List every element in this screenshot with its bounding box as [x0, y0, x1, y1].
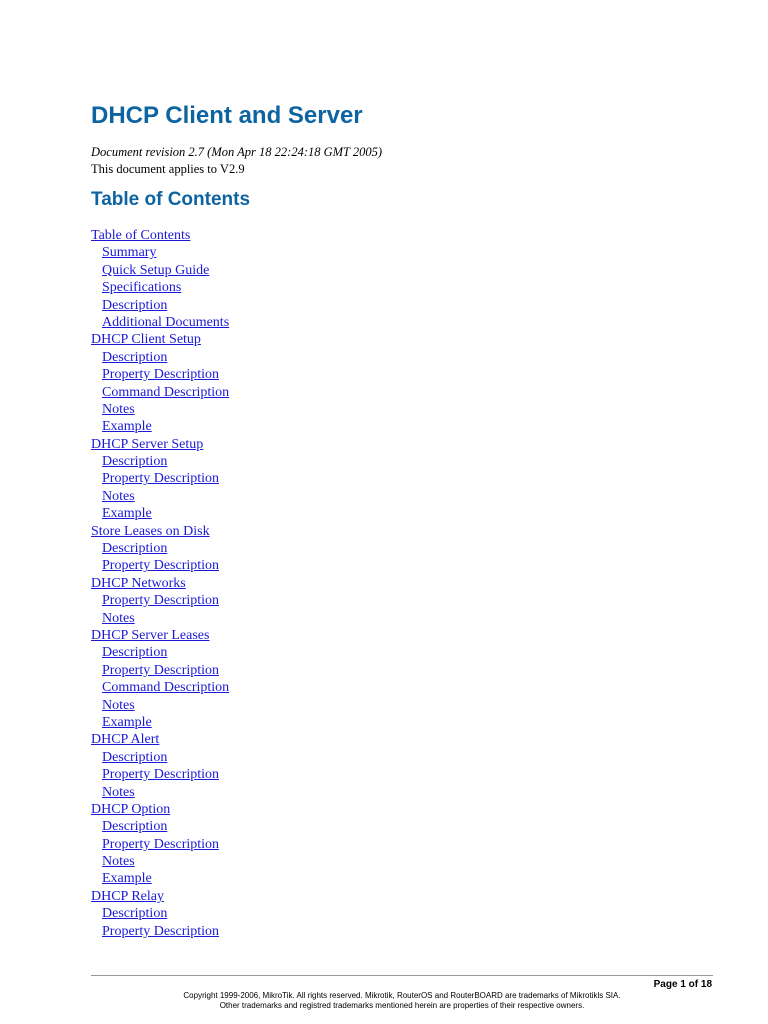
toc-entry: [91, 730, 229, 747]
toc-entry: [91, 783, 229, 800]
footer-divider: [91, 975, 713, 976]
toc-entry: [91, 278, 229, 295]
toc-link[interactable]: Property Description: [102, 662, 220, 678]
toc-entry: [91, 313, 229, 330]
toc-link[interactable]: Description: [102, 454, 168, 470]
toc-link[interactable]: Property Description: [102, 471, 220, 487]
toc-entry: [91, 800, 229, 817]
toc-entry: [91, 487, 229, 504]
toc-entry: [91, 748, 229, 765]
toc-entry: [91, 452, 229, 469]
toc-entry: [91, 609, 229, 626]
toc-link[interactable]: DHCP Relay: [91, 888, 164, 904]
document-revision: Document revision 2.7 (Mon Apr 18 22:24:18 GMT 2005): [91, 145, 383, 159]
toc-link[interactable]: DHCP Alert: [91, 732, 160, 748]
toc-link[interactable]: Store Leases on Disk: [91, 523, 210, 539]
toc-entry: [91, 243, 229, 260]
toc-entry: [91, 522, 229, 539]
toc-link[interactable]: Additional Documents: [102, 314, 230, 330]
toc-entry: [91, 626, 229, 643]
copyright-notice: [91, 991, 713, 1011]
toc-link[interactable]: Property Description: [102, 367, 220, 383]
toc-entry: [91, 835, 229, 852]
toc-link[interactable]: DHCP Networks: [91, 575, 186, 591]
toc-entry: [91, 556, 229, 573]
toc-link[interactable]: Notes: [102, 784, 135, 800]
toc-entry: [91, 765, 229, 782]
toc-entry: [91, 643, 229, 660]
toc-link[interactable]: Notes: [102, 854, 135, 870]
toc-link[interactable]: Description: [102, 645, 168, 661]
table-of-contents: [91, 226, 229, 939]
toc-entry: [91, 678, 229, 695]
applies-to-text: This document applies to V2.9: [91, 162, 245, 176]
toc-link[interactable]: Description: [102, 541, 168, 557]
toc-entry: [91, 869, 229, 886]
toc-entry: [91, 661, 229, 678]
toc-heading: Table of Contents: [91, 189, 251, 210]
toc-link[interactable]: Description: [102, 749, 168, 765]
toc-link[interactable]: Quick Setup Guide: [102, 262, 210, 278]
toc-link[interactable]: Command Description: [102, 680, 230, 696]
toc-entry: [91, 504, 229, 521]
toc-link[interactable]: DHCP Option: [91, 801, 171, 817]
toc-entry: [91, 887, 229, 904]
toc-entry: [91, 817, 229, 834]
toc-link[interactable]: Property Description: [102, 558, 220, 574]
toc-link[interactable]: DHCP Client Setup: [91, 332, 201, 348]
toc-link[interactable]: Example: [102, 871, 152, 887]
toc-entry: [91, 383, 229, 400]
toc-entry: [91, 591, 229, 608]
toc-entry: [91, 400, 229, 417]
toc-link[interactable]: Property Description: [102, 923, 220, 939]
copyright-line-1: Copyright 1999-2006, MikroTik. All rights reserved. Mikrotik, RouterOS and RouterBOARD are trademarks of Mikrotikls SIA.: [183, 991, 621, 1000]
toc-entry: [91, 904, 229, 921]
toc-link[interactable]: Property Description: [102, 836, 220, 852]
toc-entry: [91, 469, 229, 486]
toc-link[interactable]: Table of Contents: [91, 228, 191, 243]
toc-link[interactable]: Notes: [102, 401, 135, 417]
toc-link[interactable]: Description: [102, 349, 168, 365]
toc-link[interactable]: DHCP Server Leases: [91, 627, 210, 643]
toc-link[interactable]: Example: [102, 714, 152, 730]
toc-link[interactable]: Notes: [102, 488, 135, 504]
toc-entry: [91, 922, 229, 939]
toc-entry: [91, 226, 229, 243]
copyright-line-2: Other trademarks and registred trademarks mentioned herein are properties of their respective owners.: [219, 1001, 585, 1010]
toc-entry: [91, 574, 229, 591]
toc-link[interactable]: Example: [102, 419, 152, 435]
toc-link[interactable]: Notes: [102, 697, 135, 713]
toc-entry: [91, 539, 229, 556]
toc-link[interactable]: Property Description: [102, 593, 220, 609]
toc-entry: [91, 435, 229, 452]
toc-link[interactable]: Example: [102, 506, 152, 522]
toc-entry: [91, 348, 229, 365]
toc-entry: [91, 417, 229, 434]
toc-link[interactable]: Specifications: [102, 280, 182, 296]
toc-entry: [91, 296, 229, 313]
toc-entry: [91, 696, 229, 713]
toc-link[interactable]: Command Description: [102, 384, 230, 400]
toc-link[interactable]: Description: [102, 297, 168, 313]
toc-entry: [91, 330, 229, 347]
toc-link[interactable]: Summary: [102, 245, 157, 261]
page-number: Page 1 of 18: [653, 979, 712, 990]
toc-link[interactable]: Notes: [102, 610, 135, 626]
toc-entry: [91, 852, 229, 869]
toc-entry: [91, 713, 229, 730]
toc-link[interactable]: Description: [102, 819, 168, 835]
toc-link[interactable]: Description: [102, 906, 168, 922]
toc-link[interactable]: DHCP Server Setup: [91, 436, 204, 452]
toc-link[interactable]: Property Description: [102, 767, 220, 783]
document-title: DHCP Client and Server: [91, 102, 363, 129]
toc-entry: [91, 365, 229, 382]
toc-entry: [91, 261, 229, 278]
